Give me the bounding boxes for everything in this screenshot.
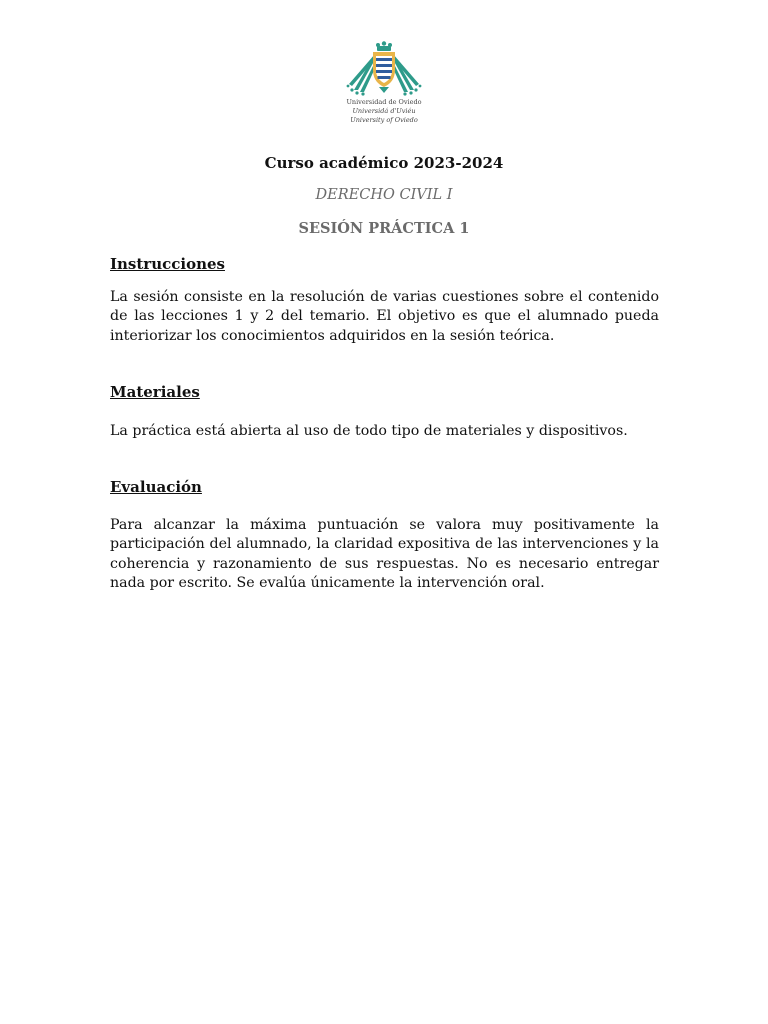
session-title: SESIÓN PRÁCTICA 1 — [298, 220, 470, 237]
university-logo — [334, 40, 434, 125]
subject-title: DERECHO CIVIL I — [315, 187, 453, 203]
course-title: Curso académico 2023-2024 — [264, 154, 504, 172]
logo-line-spanish: Universidad de Oviedo — [346, 98, 422, 106]
logo-line-english: University of Oviedo — [350, 116, 418, 124]
university-of-oviedo-crest-icon — [346, 40, 422, 96]
paragraph-instrucciones: La sesión consiste en la resolución de varias cuestiones sobre el contenido de las lecciones 1 y 2 del temario. El objetivo es que el alumnado pueda interiorizar los conocimientos adquiridos en la sesión teórica. — [110, 289, 659, 344]
heading-instrucciones: Instrucciones — [110, 255, 225, 273]
logo-line-asturian: Universidá d'Uviéu — [352, 107, 416, 115]
heading-materiales: Materiales — [110, 383, 200, 401]
heading-evaluacion: Evaluación — [110, 478, 202, 496]
paragraph-evaluacion: Para alcanzar la máxima puntuación se valora muy positivamente la participación del alumnado, la claridad expositiva de las intervenciones y la coherencia y razonamiento de sus respuestas. No es necesario entregar nada por escrito. Se evalúa únicamente la intervención oral. — [110, 517, 659, 591]
paragraph-materiales: La práctica está abierta al uso de todo tipo de materiales y dispositivos. — [110, 423, 628, 439]
